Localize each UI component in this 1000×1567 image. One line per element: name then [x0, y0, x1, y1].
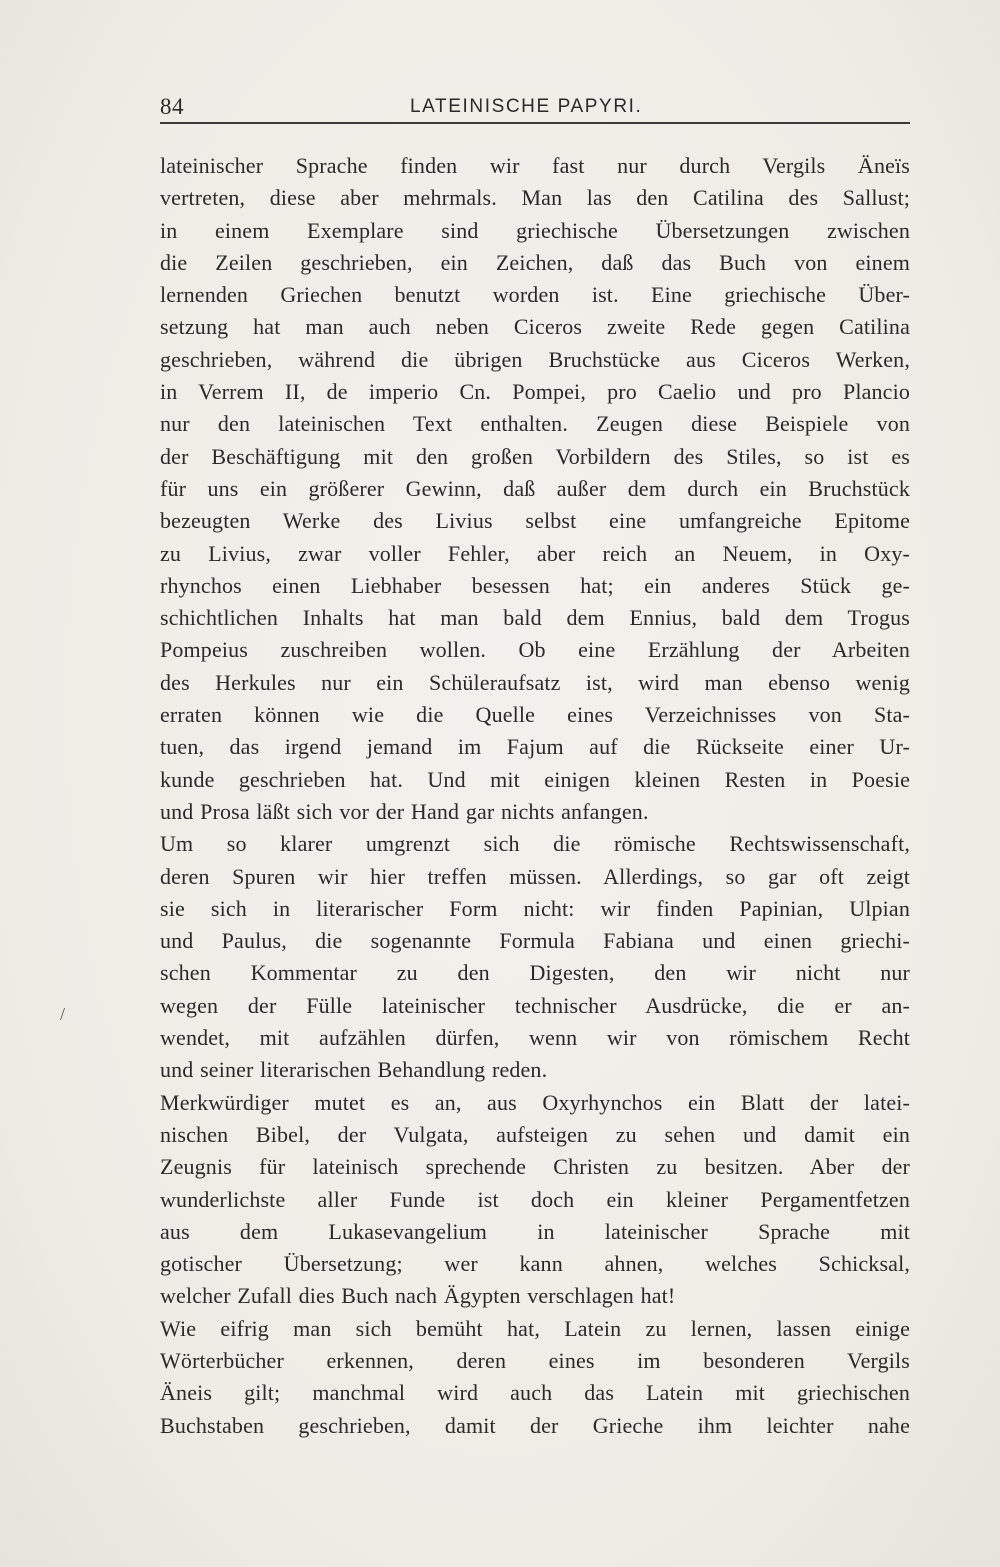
text-line: kunde geschrieben hat. Und mit einigen kleinen Resten in Poesie — [160, 766, 910, 792]
text-line: lernenden Griechen benutzt worden ist. Eine griechische Über- — [160, 282, 910, 308]
text-line: der Beschäftigung mit den großen Vorbildern des Stiles, so ist es — [160, 443, 910, 469]
text-line: geschrieben, während die übrigen Bruchstücke aus Ciceros Werken, — [160, 346, 910, 372]
text-line: schichtlichen Inhalts hat man bald dem Ennius, bald dem Trogus — [160, 605, 910, 631]
text-line: gotischer Übersetzung; wer kann ahnen, welches Schicksal, — [160, 1251, 910, 1277]
text-line: die Zeilen geschrieben, ein Zeichen, daß das Buch von einem — [160, 249, 910, 275]
text-line: schen Kommentar zu den Digesten, den wir nicht nur — [160, 960, 910, 986]
text-line: und Prosa läßt sich vor der Hand gar nichts anfangen. — [160, 798, 649, 824]
margin-mark: / — [60, 1004, 66, 1024]
text-line: Wie eifrig man sich bemüht hat, Latein zu lernen, lassen einige — [160, 1315, 910, 1341]
text-line: tuen, das irgend jemand im Fajum auf die Rückseite einer Ur- — [160, 734, 910, 760]
text-line: rhynchos einen Liebhaber besessen hat; ein anderes Stück ge- — [160, 572, 910, 598]
text-line: erraten können wie die Quelle eines Verzeichnisses von Sta- — [160, 702, 910, 728]
text-line: in Verrem II, de imperio Cn. Pompei, pro Caelio und pro Plancio — [160, 379, 910, 405]
text-line: für uns ein größerer Gewinn, daß außer dem durch ein Bruchstück — [160, 475, 910, 501]
text-line: Buchstaben geschrieben, damit der Grieche ihm leichter nahe — [160, 1412, 910, 1438]
text-line: welcher Zufall dies Buch nach Ägypten verschlagen hat! — [160, 1283, 676, 1309]
text-line: des Herkules nur ein Schüleraufsatz ist, wird man ebenso wenig — [160, 669, 910, 695]
running-title: LATEINISCHE PAPYRI. — [410, 96, 643, 117]
text-line: deren Spuren wir hier treffen müssen. Allerdings, so gar oft zeigt — [160, 863, 910, 889]
text-line: bezeugten Werke des Livius selbst eine umfangreiche Epitome — [160, 508, 910, 534]
text-line: Pompeius zuschreiben wollen. Ob eine Erzählung der Arbeiten — [160, 637, 910, 663]
text-line: Äneis gilt; manchmal wird auch das Latein mit griechischen — [160, 1380, 910, 1406]
text-line: und Paulus, die sogenannte Formula Fabiana und einen griechi- — [160, 928, 910, 954]
text-line: vertreten, diese aber mehrmals. Man las den Catilina des Sallust; — [160, 185, 910, 211]
text-line: nur den lateinischen Text enthalten. Zeugen diese Beispiele von — [160, 411, 910, 437]
text-line: in einem Exemplare sind griechische Übersetzungen zwischen — [160, 217, 910, 243]
page-number: 84 — [160, 94, 184, 119]
text-line: aus dem Lukasevangelium in lateinischer Sprache mit — [160, 1218, 910, 1244]
text-line: Zeugnis für lateinisch sprechende Christen zu besitzen. Aber der — [160, 1154, 910, 1180]
text-line: wegen der Fülle lateinischer technischer Ausdrücke, die er an- — [160, 992, 910, 1018]
body-text — [160, 150, 910, 1442]
text-line: lateinischer Sprache finden wir fast nur durch Vergils Äneïs — [160, 153, 910, 178]
text-line: wendet, mit aufzählen dürfen, wenn wir von römischem Recht — [160, 1025, 910, 1051]
text-line: sie sich in literarischer Form nicht: wir finden Papinian, Ulpian — [160, 895, 910, 921]
text-line: nischen Bibel, der Vulgata, aufsteigen zu sehen und damit ein — [160, 1121, 910, 1147]
text-line: setzung hat man auch neben Ciceros zweite Rede gegen Catilina — [160, 314, 910, 340]
text-line: Merkwürdiger mutet es an, aus Oxyrhynchos ein Blatt der latei- — [160, 1089, 910, 1115]
text-line: zu Livius, zwar voller Fehler, aber reich an Neuem, in Oxy- — [160, 540, 910, 566]
text-line: Wörterbücher erkennen, deren eines im besonderen Vergils — [160, 1347, 910, 1373]
running-head — [160, 92, 910, 124]
text-line: und seiner literarischen Behandlung reden. — [160, 1057, 548, 1083]
text-line: wunderlichste aller Funde ist doch ein kleiner Pergamentfetzen — [160, 1186, 910, 1212]
text-line: Um so klarer umgrenzt sich die römische Rechtswissenschaft, — [160, 831, 910, 857]
